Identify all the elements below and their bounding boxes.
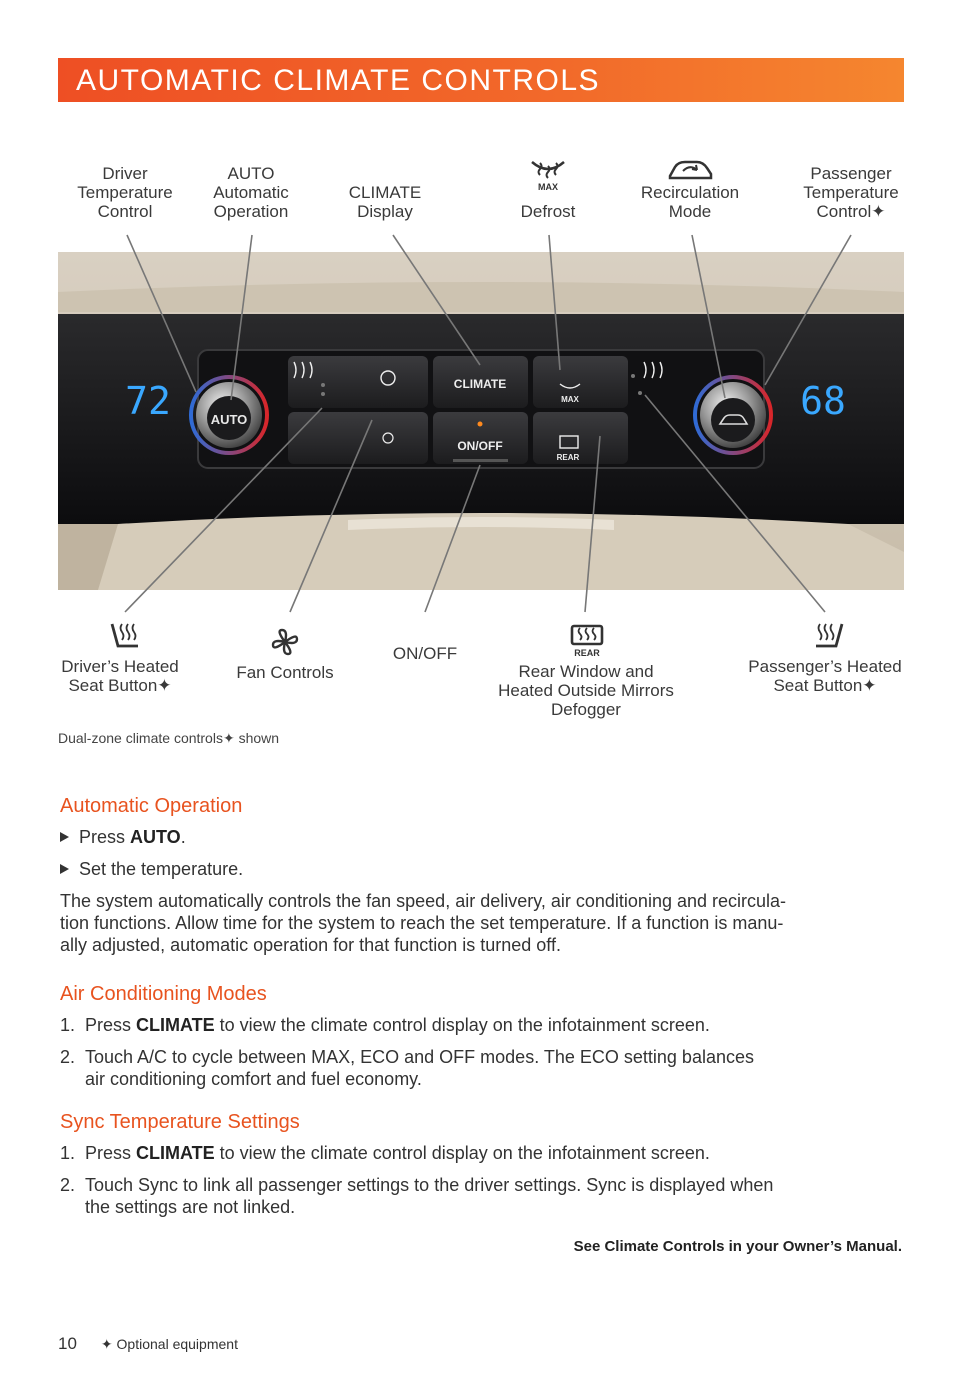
heading-sync-temperature-settings: Sync Temperature Settings bbox=[60, 1111, 300, 1133]
rear-defogger-icon bbox=[568, 624, 606, 658]
driver-temp-display: 72 bbox=[125, 379, 171, 423]
auto-knob-label: AUTO bbox=[210, 412, 248, 427]
driver-heated-seat-icon bbox=[108, 622, 142, 654]
bullet-arrow-icon bbox=[60, 864, 69, 874]
optional-equipment-note: ✦ Optional equipment bbox=[100, 1336, 238, 1352]
rear-button-label: REAR bbox=[556, 453, 580, 462]
max-button-label: MAX bbox=[561, 395, 579, 404]
label-passenger-temperature-control: Passenger Temperature Control✦ bbox=[803, 164, 899, 221]
climate-control-panel-photo bbox=[58, 252, 904, 590]
climate-button-label: CLIMATE bbox=[453, 377, 507, 391]
label-driver-temperature-control: Driver Temperature Control bbox=[77, 164, 173, 221]
label-fan-controls: Fan Controls bbox=[236, 663, 334, 682]
defrost-max-icon bbox=[528, 158, 568, 192]
ac-step-2: 2. Touch A/C to cycle between MAX, ECO and OFF modes. The ECO setting balances air conditioning comfort and fuel economy. bbox=[60, 1047, 754, 1089]
paragraph-automatic-operation: The system automatically controls the fan speed, air delivery, air conditioning and recircula- tion functions. Allow time for the system to reach the set temperature. If a function is manu- ally adjusted, automatic operation for that function is turned off. bbox=[60, 891, 787, 955]
onoff-button-label: ON/OFF bbox=[457, 439, 503, 453]
label-defrost: Defrost bbox=[520, 202, 576, 221]
heading-automatic-operation: Automatic Operation bbox=[60, 795, 243, 817]
bullet-arrow-icon bbox=[60, 832, 69, 842]
label-rear-defogger: Rear Window and Heated Outside Mirrors Defogger bbox=[498, 662, 674, 719]
heading-air-conditioning-modes: Air Conditioning Modes bbox=[60, 983, 267, 1005]
passenger-temp-display: 68 bbox=[800, 379, 846, 423]
passenger-heated-seat-icon bbox=[812, 622, 846, 654]
recirculation-icon bbox=[667, 158, 713, 184]
label-recirculation-mode: Recirculation Mode bbox=[640, 183, 740, 221]
label-passenger-heated-seat: Passenger’s Heated Seat Button✦ bbox=[748, 657, 902, 695]
max-text: MAX bbox=[538, 182, 558, 192]
bullet-press-auto: Press AUTO. bbox=[60, 826, 900, 848]
rear-text: REAR bbox=[574, 648, 600, 658]
label-climate-display: CLIMATE Display bbox=[348, 183, 422, 221]
label-auto-operation: AUTO Automatic Operation bbox=[213, 164, 289, 221]
owners-manual-reference: See Climate Controls in your Owner’s Manual. bbox=[573, 1238, 902, 1255]
title-banner bbox=[58, 58, 904, 102]
label-on-off: ON/OFF bbox=[392, 644, 458, 663]
label-driver-heated-seat: Driver’s Heated Seat Button✦ bbox=[61, 657, 179, 695]
fan-icon bbox=[270, 627, 300, 657]
image-caption: Dual-zone climate controls✦ shown bbox=[58, 730, 280, 746]
sync-step-2: 2. Touch Sync to link all passenger settings to the driver settings. Sync is displayed when the settings are not linked. bbox=[60, 1175, 774, 1217]
sync-step-1: 1. Press CLIMATE to view the climate control display on the infotainment screen. bbox=[60, 1143, 710, 1163]
page-number: 10 bbox=[58, 1334, 77, 1353]
bullet-set-temperature: Set the temperature. bbox=[60, 858, 900, 880]
page-title: AUTOMATIC CLIMATE CONTROLS bbox=[76, 64, 601, 97]
page-footer bbox=[58, 1334, 238, 1354]
ac-step-1: 1. Press CLIMATE to view the climate control display on the infotainment screen. bbox=[60, 1015, 710, 1035]
